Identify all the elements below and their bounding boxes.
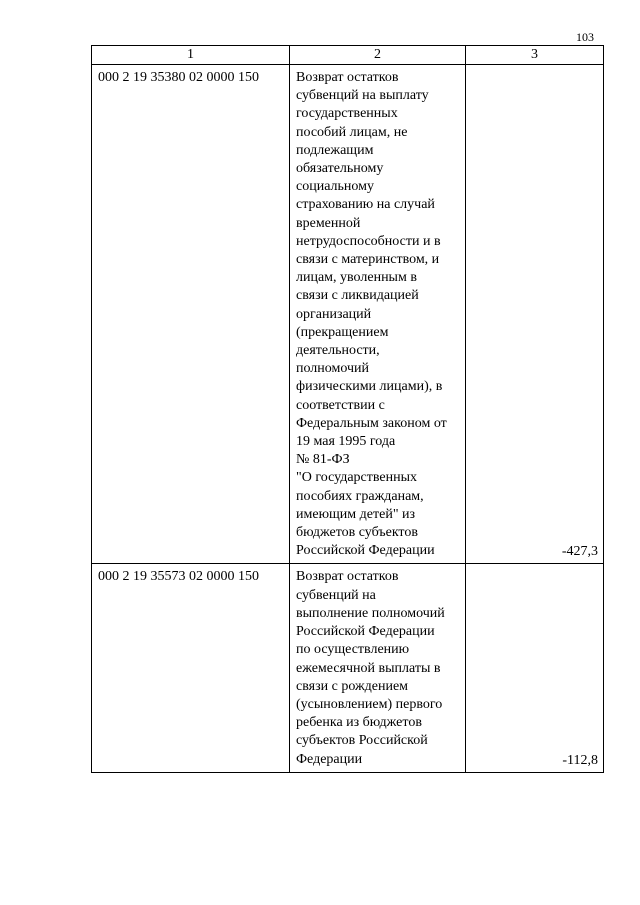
description-line: страхованию на случай: [296, 197, 435, 213]
table-row: [92, 65, 604, 564]
description-line: субвенций на: [296, 587, 376, 603]
description-line: временной: [296, 215, 361, 231]
description-line: государственных: [296, 106, 398, 122]
table-row: [92, 564, 604, 772]
description-line: полномочий: [296, 361, 370, 377]
budget-code-cell: 000 2 19 35380 02 0000 150: [92, 65, 290, 564]
description-line: связи с ликвидацией: [296, 288, 419, 304]
description-line: бюджетов субъектов: [296, 525, 418, 541]
description-line: субвенций на выплату: [296, 88, 429, 104]
budget-code-cell: 000 2 19 35573 02 0000 150: [92, 564, 290, 772]
description-line: подлежащим: [296, 142, 374, 158]
description-line: по осуществлению: [296, 642, 410, 658]
description-line: Федерации: [296, 751, 363, 767]
description-line: Возврат остатков: [296, 70, 399, 85]
description-line: лицам, уволенным в: [296, 270, 417, 286]
column-header-1: 1: [92, 46, 290, 65]
description-line: выполнение полномочий: [296, 605, 445, 621]
description-cell: [290, 564, 466, 772]
description-line: нетрудоспособности и в: [296, 233, 441, 249]
description-line: ребенка из бюджетов: [296, 715, 422, 731]
description-line: Возврат остатков: [296, 569, 399, 585]
description-line: № 81-ФЗ: [296, 452, 350, 468]
description-line: "О государственных: [296, 470, 418, 486]
description-line: ежемесячной выплаты в: [296, 660, 441, 676]
description-line: пособиях гражданам,: [296, 488, 424, 504]
description-line: обязательному: [296, 161, 384, 177]
description-line: имеющим детей" из: [296, 506, 416, 522]
description-line: пособий лицам, не: [296, 124, 408, 140]
description-line: связи с рождением: [296, 678, 409, 694]
description-line: (прекращением: [296, 324, 389, 340]
amount-cell: -427,3: [466, 65, 604, 564]
description-line: 19 мая 1995 года: [296, 434, 396, 450]
page-number: 103: [576, 30, 594, 44]
description-line: Российской Федерации: [296, 543, 435, 559]
description-line: Федеральным законом от: [296, 415, 447, 431]
table-header-row: [92, 46, 604, 65]
amount-cell: -112,8: [466, 564, 604, 772]
description-line: деятельности,: [296, 343, 380, 359]
column-header-2: 2: [290, 46, 466, 65]
description-line: социальному: [296, 179, 374, 195]
description-cell: [290, 65, 466, 564]
description-line: Российской Федерации: [296, 624, 435, 640]
description-line: организаций: [296, 306, 372, 322]
description-line: соответствии с: [296, 397, 385, 413]
description-line: субъектов Российской: [296, 733, 428, 749]
description-line: (усыновлением) первого: [296, 696, 443, 712]
budget-table: [91, 45, 604, 773]
description-line: связи с материнством, и: [296, 252, 440, 268]
column-header-3: 3: [466, 46, 604, 65]
description-line: физическими лицами), в: [296, 379, 443, 395]
